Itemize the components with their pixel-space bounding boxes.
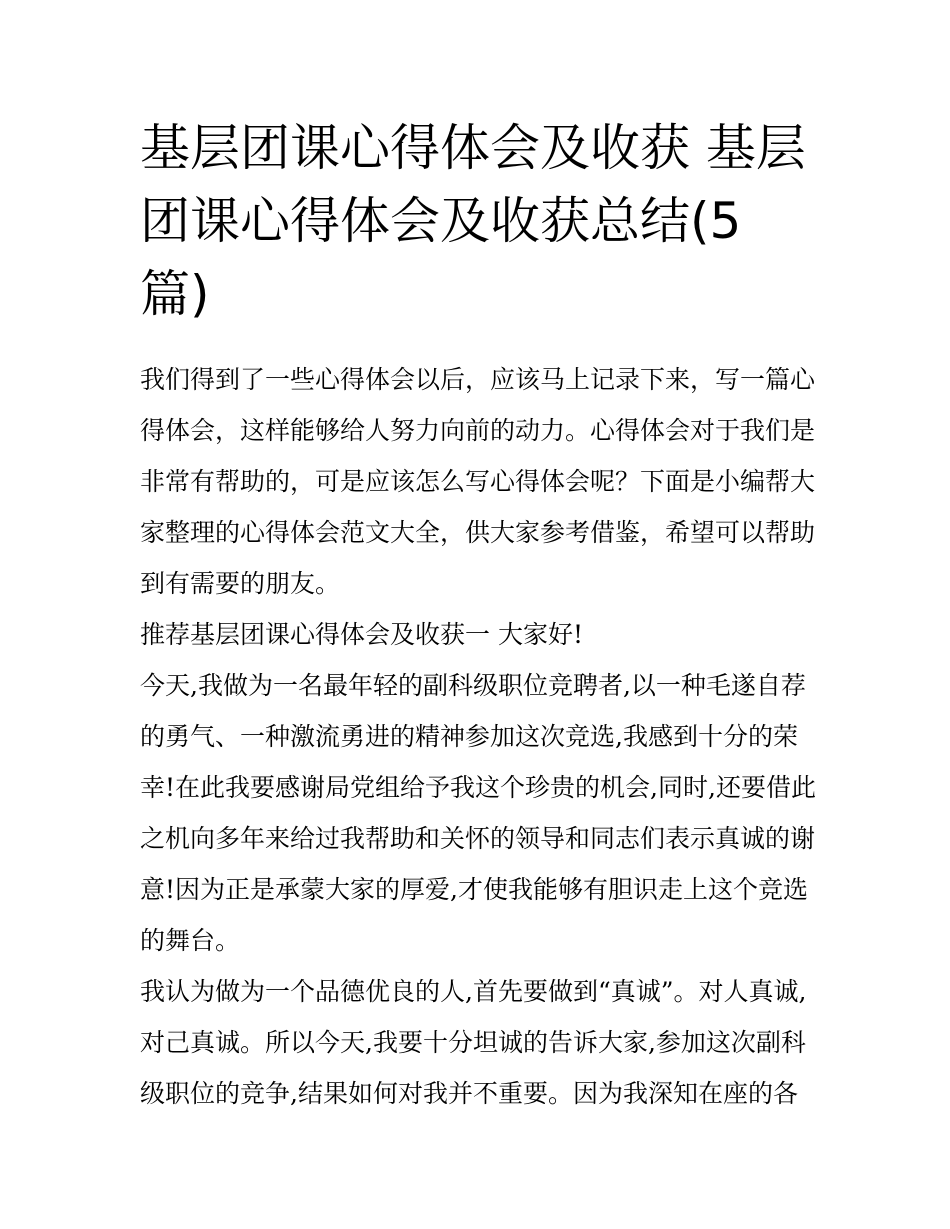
speech-paragraph-1: 今天,我做为一名最年轻的副科级职位竞聘者,以一种毛遂自荐 的勇气、一种激流勇进的精神参加这次竞选,我感到十分的荣 幸!在此我要感谢局党组给予我这个珍贵的机会,同时,还要借此 之机向多年来给过我帮助和关怀的领导和同志们表示真诚的谢 意!因为正是承蒙大家的厚爱,才使我能够有胆识走上这个竞选 的舞台。 xyxy=(140,671,816,955)
document-title: 基层团课心得体会及收获 基层 团课心得体会及收获总结(5 篇) xyxy=(140,119,806,323)
speech-paragraph-2: 我认为做为一个品德优良的人,首先要做到“真诚”。对人真诚, 对己真诚。所以今天,我要十分坦诚的告诉大家,参加这次副科 级职位的竞争,结果如何对我并不重要。因为我深知在座的各 xyxy=(140,977,807,1108)
document-body xyxy=(140,354,820,1119)
intro-paragraph: 我们得到了一些心得体会以后，应该马上记录下来，写一篇心 得体会，这样能够给人努力向前的动力。心得体会对于我们是 非常有帮助的，可是应该怎么写心得体会呢？下面是小编帮大 家整理的心得体会范文大全，供大家参考借鉴，希望可以帮助 到有需要的朋友。 xyxy=(140,365,816,598)
greeting-paragraph: 推荐基层团课心得体会及收获一 大家好! xyxy=(140,620,583,649)
